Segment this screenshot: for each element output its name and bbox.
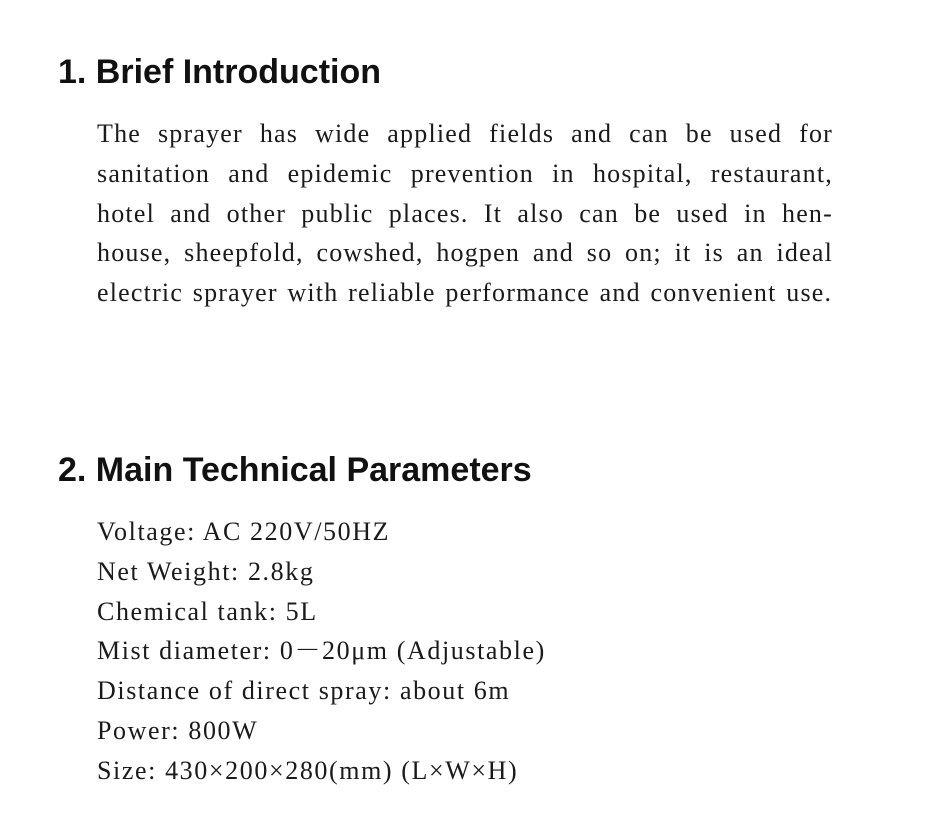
param-mist-diameter: Mist diameter: 0－20μm (Adjustable) (97, 636, 546, 666)
param-chemical-tank: Chemical tank: 5L (97, 596, 318, 626)
parameter-list (97, 512, 546, 791)
param-power: Power: 800W (97, 715, 259, 745)
technical-parameters-heading: 2. Main Technical Parameters (58, 451, 532, 489)
brief-introduction-text: The sprayer has wide applied fields and can be used for sanitation and epidemic prevention in hospital, restaurant, hotel and other public places. It also can be used in hen-house, sheepfold, cowshed, hogpen and so on; it is an ideal electric sprayer with reliable performance and convenient use. (97, 119, 833, 308)
brief-introduction-heading: 1. Brief Introduction (58, 53, 381, 91)
param-net-weight: Net Weight: 2.8kg (97, 556, 315, 586)
param-voltage: Voltage: AC 220V/50HZ (97, 517, 391, 546)
param-spray-distance: Distance of direct spray: about 6m (97, 676, 511, 706)
param-size: Size: 430×200×280(mm) (L×W×H) (97, 755, 519, 785)
